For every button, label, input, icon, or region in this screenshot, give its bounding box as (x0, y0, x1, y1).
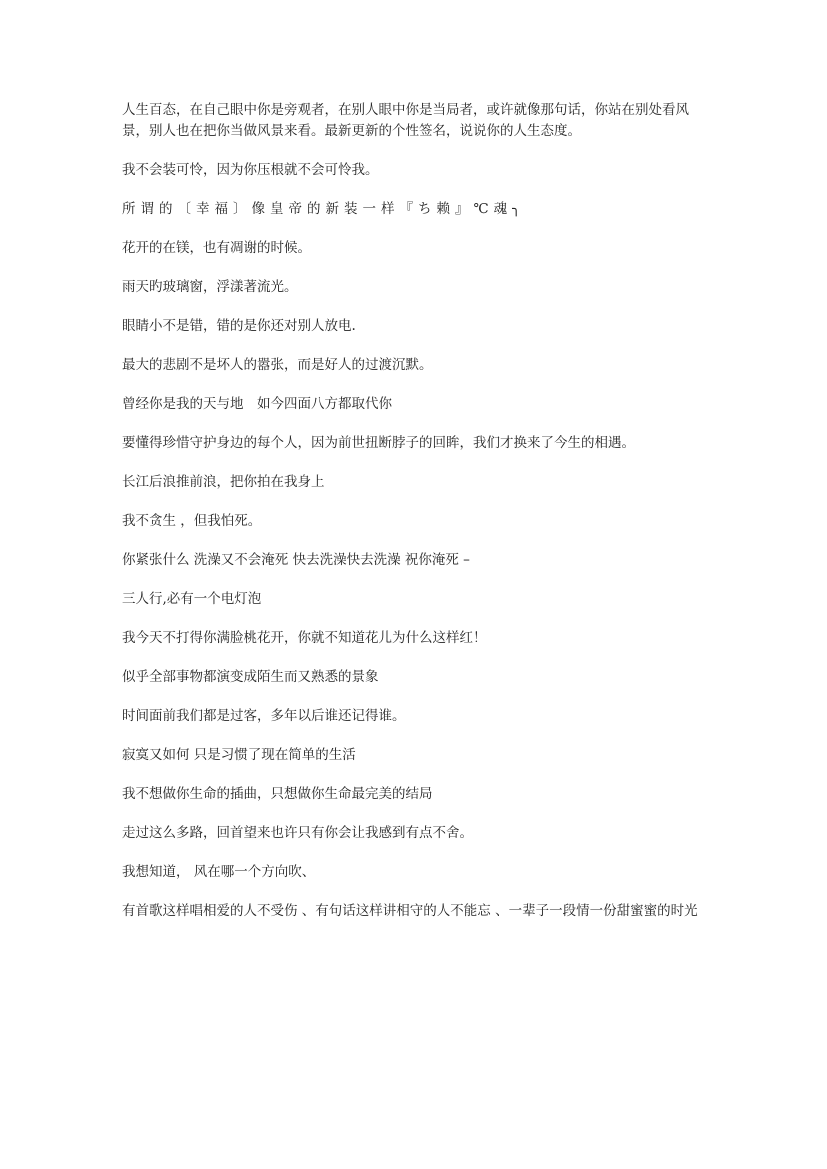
paragraph: 我不贪生 ，但我怕死。 (122, 513, 262, 529)
paragraph: 似乎全部事物都演变成陌生而又熟悉的景象 (122, 669, 379, 685)
paragraph: 三人行,必有一个电灯泡 (122, 591, 262, 607)
paragraph: 最大的悲剧不是坏人的嚣张，而是好人的过渡沉默。 (122, 357, 433, 373)
paragraph: 所谓的〔幸福〕像皇帝的新装一样『ち赖』℃魂╮ (122, 201, 526, 217)
paragraph: 寂寞又如何 只是习惯了现在简单的生活 (122, 747, 356, 763)
paragraph: 人生百态，在自己眼中你是旁观者，在别人眼中你是当局者，或许就像那句话，你站在别处看风景，别人也在把你当做风景来看。最新更新的个性签名，说说你的人生态度。 (122, 102, 689, 139)
paragraph: 雨天旳玻璃窗，浮漾著流光。 (122, 279, 298, 295)
paragraph: 有首歌这样唱相爱的人不受伤 、有句话这样讲相守的人不能忘 、一辈子一段情一份甜蜜蜜的时光 (122, 903, 698, 919)
paragraph: 走过这么多路，回首望来也许只有你会让我感到有点不舍。 (122, 825, 473, 841)
paragraph: 长江后浪推前浪，把你拍在我身上 (122, 474, 325, 490)
paragraph: 我今天不打得你满脸桃花开，你就不知道花儿为什么这样红！ (122, 630, 487, 646)
paragraph: 时间面前我们都是过客，多年以后谁还记得谁。 (122, 708, 406, 724)
paragraph: 我不会装可怜，因为你压根就不会可怜我。 (122, 162, 379, 178)
paragraph: 眼睛小不是错，错的是你还对别人放电. (122, 318, 356, 334)
paragraph: 曾经你是我的天与地 如今四面八方都取代你 (122, 396, 392, 412)
paragraph: 要懂得珍惜守护身边的每个人，因为前世扭断脖子的回眸，我们才换来了今生的相遇。 (122, 435, 635, 451)
paragraph: 你紧张什么 洗澡又不会淹死 快去洗澡快去洗澡 祝你淹死 – (122, 552, 470, 568)
paragraph: 我不想做你生命的插曲，只想做你生命最完美的结局 (122, 786, 433, 802)
document-body (122, 100, 712, 940)
paragraph: 我想知道， 风在哪一个方向吹、 (122, 864, 316, 880)
paragraph: 花开的在镁，也有凋谢的时候。 (122, 240, 311, 256)
